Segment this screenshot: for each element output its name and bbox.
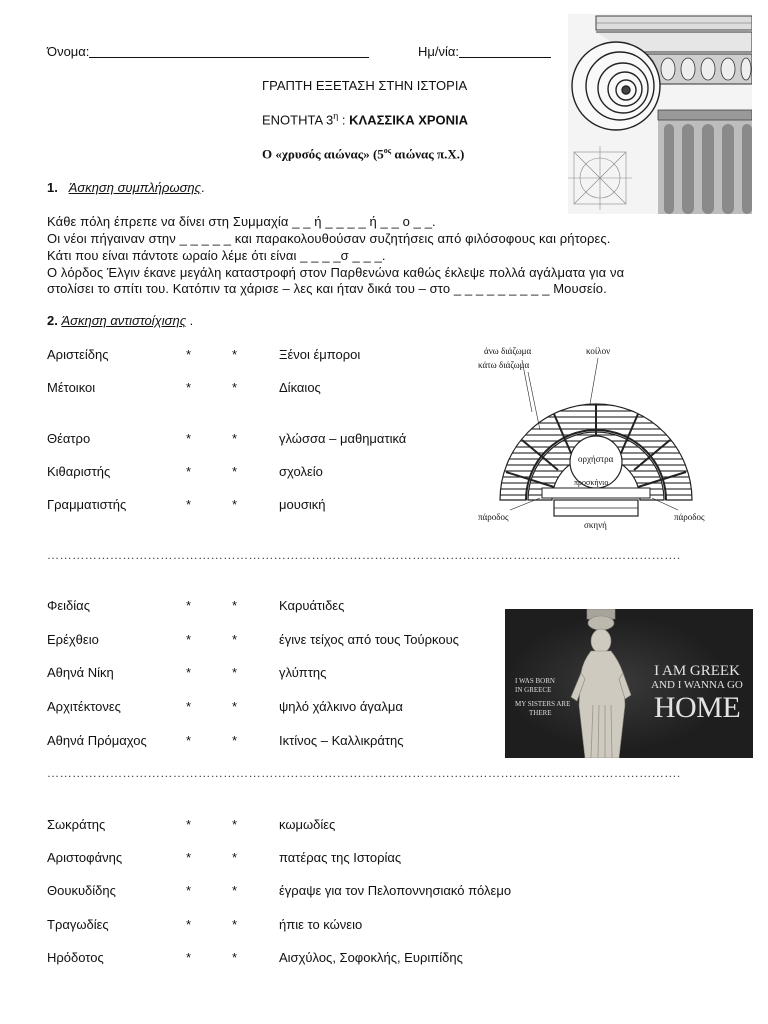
- match-left-item: Θέατρο: [47, 431, 91, 446]
- match-star-right[interactable]: *: [232, 665, 238, 680]
- match-star-right[interactable]: *: [232, 431, 238, 446]
- name-label: Όνομα:: [47, 44, 90, 59]
- match-left-item: Αρχιτέκτονες: [47, 699, 121, 714]
- exercise-1-heading: 1. Άσκηση συμπλήρωσης.: [47, 180, 205, 195]
- match-right-item: ήπιε το κώνειο: [279, 917, 363, 932]
- ex1-line-1: Κάθε πόλη έπρεπε να δίνει στη Συμμαχία _ _ ή _ _ _ _ ή _ _ ο _ _.: [47, 214, 436, 229]
- label-skene: σκηνή: [584, 520, 607, 530]
- match-star-right[interactable]: *: [232, 817, 238, 832]
- match-left-item: Σωκράτης: [47, 817, 106, 832]
- match-star-left[interactable]: *: [186, 917, 192, 932]
- date-field[interactable]: [418, 44, 551, 59]
- greek-theatre-diagram: [470, 342, 720, 534]
- match-right-item: Ικτίνος – Καλλικράτης: [279, 733, 404, 748]
- match-star-right[interactable]: *: [232, 733, 238, 748]
- name-field[interactable]: [47, 44, 369, 59]
- ex1-line-3: Κάτι που είναι πάντοτε ωραίο λέμε ότι είναι _ _ _ _σ _ _ _.: [47, 248, 386, 263]
- match-star-left[interactable]: *: [186, 817, 192, 832]
- match-right-item: ψηλό χάλκινο άγαλμα: [279, 699, 403, 714]
- match-star-left[interactable]: *: [186, 464, 192, 479]
- exercise-2-heading: 2. Άσκηση αντιστοίχισης .: [47, 313, 194, 328]
- match-star-right[interactable]: *: [232, 464, 238, 479]
- match-right-item: κωμωδίες: [279, 817, 336, 832]
- label-parodos-right: πάροδος: [674, 512, 705, 522]
- match-right-item: Αισχύλος, Σοφοκλής, Ευριπίδης: [279, 950, 463, 965]
- match-star-right[interactable]: *: [232, 380, 238, 395]
- separator-2: …………………………………………………………………………………………………………………………………….: [47, 766, 681, 780]
- match-star-left[interactable]: *: [186, 850, 192, 865]
- match-right-item: έγινε τείχος από τους Τούρκους: [279, 632, 459, 647]
- subtitle: Ο «χρυσός αιώνας» ($5^{o\varsigma}$ αιώνας π.Χ.): [262, 146, 465, 162]
- match-star-left[interactable]: *: [186, 598, 192, 613]
- match-left-item: Αθηνά Πρόμαχος: [47, 733, 147, 748]
- label-koilon: κοίλον: [586, 346, 611, 356]
- match-right-item: Ξένοι έμποροι: [279, 347, 361, 362]
- match-star-left[interactable]: *: [186, 431, 192, 446]
- match-star-right[interactable]: *: [232, 950, 238, 965]
- ex1-line-4: Ο λόρδος Έλγιν έκανε μεγάλη καταστροφή στον Παρθενώνα καθώς έκλεψε πολλά αγάλματα για να: [47, 265, 625, 280]
- match-star-left[interactable]: *: [186, 665, 192, 680]
- match-right-item: πατέρας της Ιστορίας: [279, 850, 402, 865]
- label-parodos-left: πάροδος: [478, 512, 509, 522]
- match-star-left[interactable]: *: [186, 497, 192, 512]
- page-title: ΓΡΑΠΤΗ ΕΞΕΤΑΣΗ ΣΤΗΝ ΙΣΤΟΡΙΑ: [262, 78, 468, 93]
- label-proskenion: προσκήνιο: [574, 478, 609, 487]
- match-left-item: Τραγωδίες: [47, 917, 109, 932]
- match-star-left[interactable]: *: [186, 347, 192, 362]
- match-star-right[interactable]: *: [232, 917, 238, 932]
- match-left-item: Ηρόδοτος: [47, 950, 104, 965]
- match-star-right[interactable]: *: [232, 850, 238, 865]
- match-star-left[interactable]: *: [186, 380, 192, 395]
- match-star-right[interactable]: *: [232, 497, 238, 512]
- poster-right-text: I AM GREEK AND I WANNA GO HOME: [651, 663, 743, 724]
- label-upper-diazoma: άνω διάζωμα: [484, 346, 532, 356]
- match-left-item: Ερέχθειο: [47, 632, 99, 647]
- match-left-item: Αριστοφάνης: [47, 850, 123, 865]
- match-star-right[interactable]: *: [232, 699, 238, 714]
- match-left-item: Θουκυδίδης: [47, 883, 116, 898]
- match-right-item: γλύπτης: [279, 665, 327, 680]
- match-left-item: Κιθαριστής: [47, 464, 111, 479]
- poster-left-text: I WAS BORN IN GREECE MY SISTERS ARE THERE: [515, 677, 571, 717]
- match-star-right[interactable]: *: [232, 347, 238, 362]
- match-star-left[interactable]: *: [186, 883, 192, 898]
- match-right-item: έγραψε για τον Πελοποννησιακό πόλεμο: [279, 883, 512, 898]
- caryatid-poster: [505, 609, 753, 758]
- match-star-left[interactable]: *: [186, 733, 192, 748]
- ionic-capital-illustration: [568, 14, 752, 214]
- match-right-item: Καρυάτιδες: [279, 598, 345, 613]
- match-right-item: Δίκαιος: [279, 380, 321, 395]
- label-orchestra: ορχήστρα: [578, 454, 614, 464]
- match-left-item: Φειδίας: [47, 598, 90, 613]
- match-right-item: μουσική: [279, 497, 326, 512]
- match-star-right[interactable]: *: [232, 598, 238, 613]
- ex1-line-5: στολίσει το σπίτι του. Κατόπιν τα χάρισε – λες και ήταν δικά του – στο _ _ _ _ _ _ _ _ _ Μουσείο.: [47, 281, 607, 296]
- ex1-line-2: Οι νέοι πήγαιναν στην _ _ _ _ _ και παρακολουθούσαν συζητήσεις από φιλόσοφους και ρήτορες.: [47, 231, 611, 246]
- label-lower-diazoma: κάτω διάζωμα: [478, 360, 530, 370]
- match-right-item: σχολείο: [279, 464, 323, 479]
- match-left-item: Γραμματιστής: [47, 497, 127, 512]
- match-left-item: Μέτοικοι: [47, 380, 96, 395]
- match-star-left[interactable]: *: [186, 632, 192, 647]
- match-star-right[interactable]: *: [232, 883, 238, 898]
- match-right-item: γλώσσα – μαθηματικά: [279, 431, 407, 446]
- match-left-item: Αριστείδης: [47, 347, 109, 362]
- match-left-item: Αθηνά Νίκη: [47, 665, 114, 680]
- match-star-right[interactable]: *: [232, 632, 238, 647]
- date-label: Ημ/νία:: [418, 44, 460, 59]
- separator-1: …………………………………………………………………………………………………………………………………….: [47, 548, 681, 562]
- unit-heading: ΕΝΟΤΗΤΑ $3^\eta$ : ΚΛΑΣΣΙΚΑ ΧΡΟΝΙΑ: [262, 111, 469, 128]
- match-star-left[interactable]: *: [186, 950, 192, 965]
- match-star-left[interactable]: *: [186, 699, 192, 714]
